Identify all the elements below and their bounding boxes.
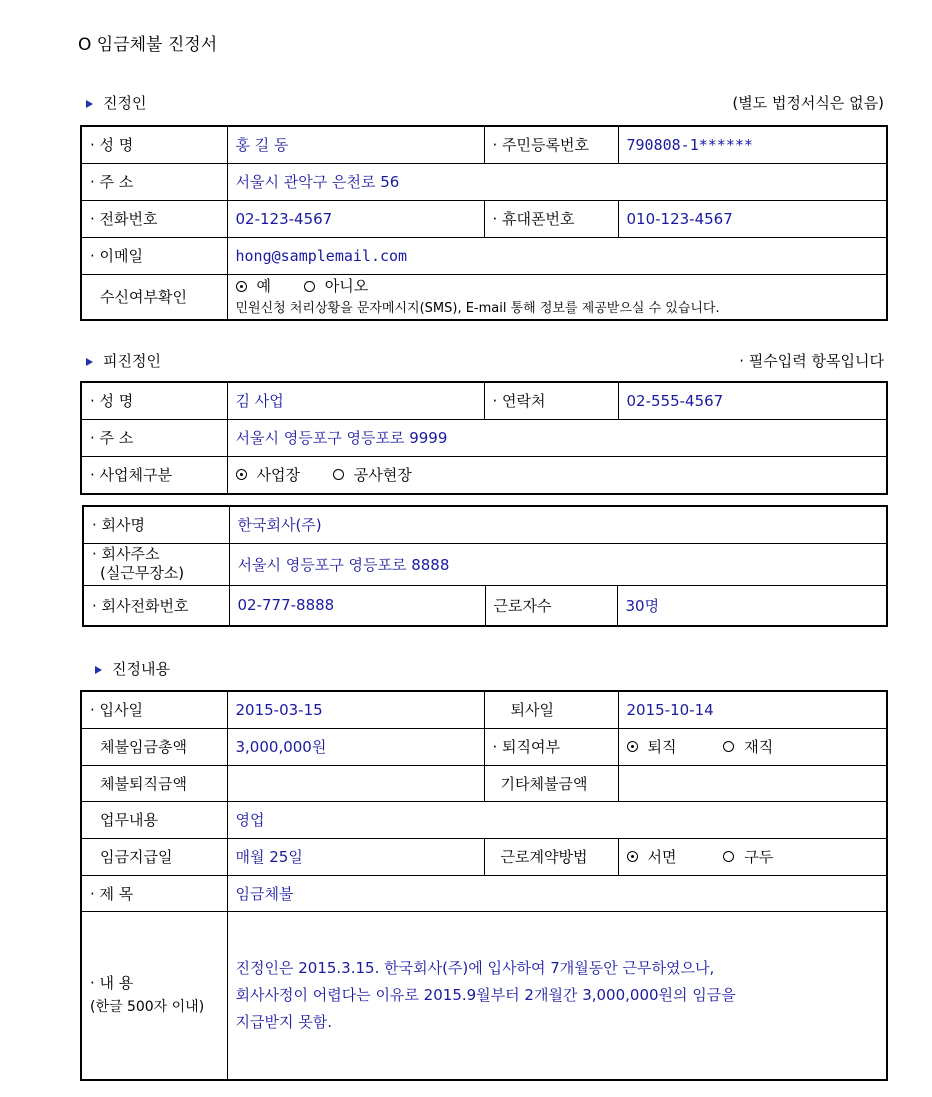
company-address-field[interactable]: 서울시 영등포구 영등포로 8888 xyxy=(229,543,887,585)
radio-empty-icon xyxy=(723,741,734,752)
respondent-address-label: · 주 소 xyxy=(81,419,227,456)
company-phone-field[interactable]: 02-777-8888 xyxy=(229,585,485,626)
radio-empty-icon xyxy=(333,469,344,480)
triangle-bullet-icon xyxy=(86,100,93,108)
address-label: · 주 소 xyxy=(81,163,227,200)
page-title: O 임금체불 진정서 xyxy=(78,35,218,55)
required-note: · 필수입력 항목입니다 xyxy=(739,352,884,370)
subject-label: · 제 목 xyxy=(81,875,227,911)
email-label: · 이메일 xyxy=(81,237,227,274)
phone-field[interactable]: 02-123-4567 xyxy=(227,200,484,237)
retired-cell xyxy=(618,728,887,765)
company-phone-label: · 회사전화번호 xyxy=(83,585,229,626)
radio-selected-icon xyxy=(627,851,638,862)
rrn-label: · 주민등록번호 xyxy=(484,126,618,163)
other-unpaid-field[interactable] xyxy=(618,765,887,801)
details-table xyxy=(80,690,888,1081)
contract-option-verbal[interactable]: 구두 xyxy=(723,846,773,867)
retired-label: · 퇴직여부 xyxy=(484,728,618,765)
leave-date-label: 퇴사일 xyxy=(484,691,618,728)
hire-date-label: · 입사일 xyxy=(81,691,227,728)
triangle-bullet-icon xyxy=(95,666,102,674)
content-field[interactable]: 진정인은 2015.3.15. 한국회사(주)에 입사하여 7개월동안 근무하였으나, 회사사정이 어렵다는 이유로 2015.9월부터 2개월간 3,000,000원의 임금을 지급받지 못함. xyxy=(227,911,887,1080)
company-name-field[interactable]: 한국회사(주) xyxy=(229,506,887,543)
mobile-field[interactable]: 010-123-4567 xyxy=(618,200,887,237)
receive-option-yes[interactable]: 예 xyxy=(236,276,272,297)
respondent-contact-label: · 연락처 xyxy=(484,382,618,419)
payday-label: 임금지급일 xyxy=(81,838,227,875)
radio-selected-icon xyxy=(236,469,247,480)
retired-option-retired[interactable]: 퇴직 xyxy=(627,736,677,757)
name-label: · 성 명 xyxy=(81,126,227,163)
receive-label: 수신여부확인 xyxy=(81,274,227,320)
respondent-table xyxy=(80,381,888,495)
name-field[interactable]: 홍 길 동 xyxy=(227,126,484,163)
job-field[interactable]: 영업 xyxy=(227,801,887,838)
radio-empty-icon xyxy=(304,281,315,292)
phone-label: · 전화번호 xyxy=(81,200,227,237)
biztype-option-workplace[interactable]: 사업장 xyxy=(236,464,300,485)
radio-selected-icon xyxy=(627,741,638,752)
contract-option-written[interactable]: 서면 xyxy=(627,846,677,867)
respondent-address-field[interactable]: 서울시 영등포구 영등포로 9999 xyxy=(227,419,887,456)
job-label: 업무내용 xyxy=(81,801,227,838)
no-legal-form-note: (별도 법정서식은 없음) xyxy=(732,94,884,112)
triangle-bullet-icon xyxy=(86,358,93,366)
subject-field[interactable]: 임금체불 xyxy=(227,875,887,911)
respondent-contact-field[interactable]: 02-555-4567 xyxy=(618,382,887,419)
section-label: 진정인 xyxy=(103,94,147,112)
section-header-details xyxy=(95,658,170,679)
respondent-name-field[interactable]: 김 사업 xyxy=(227,382,484,419)
rrn-field[interactable]: 790808-1****** xyxy=(618,126,887,163)
content-label: · 내 용 (한글 500자 이내) xyxy=(81,911,227,1080)
biztype-cell xyxy=(227,456,887,494)
retired-option-employed[interactable]: 재직 xyxy=(723,736,773,757)
address-field[interactable]: 서울시 관악구 은천로 56 xyxy=(227,163,887,200)
radio-empty-icon xyxy=(723,851,734,862)
workers-field[interactable]: 30명 xyxy=(617,585,887,626)
mobile-label: · 휴대폰번호 xyxy=(484,200,618,237)
contract-label: 근로계약방법 xyxy=(484,838,618,875)
section-label: 진정내용 xyxy=(112,660,170,678)
contract-cell xyxy=(618,838,887,875)
receive-option-no[interactable]: 아니오 xyxy=(304,276,368,297)
receive-note: 민원신청 처리상황을 문자메시지(SMS), E-mail 통해 정보를 제공받으실 수 있습니다. xyxy=(235,300,720,316)
hire-date-field[interactable]: 2015-03-15 xyxy=(227,691,484,728)
company-address-label: · 회사주소 (실근무장소) xyxy=(83,543,229,585)
unpaid-total-label: 체불임금총액 xyxy=(81,728,227,765)
company-name-label: · 회사명 xyxy=(83,506,229,543)
unpaid-total-field[interactable]: 3,000,000원 xyxy=(227,728,484,765)
section-header-respondent xyxy=(86,350,161,371)
other-unpaid-label: 기타체불금액 xyxy=(484,765,618,801)
email-field[interactable]: hong@samplemail.com xyxy=(227,237,887,274)
receive-cell xyxy=(227,274,887,320)
section-label: 피진정인 xyxy=(103,352,161,370)
workers-label: 근로자수 xyxy=(485,585,617,626)
petitioner-table xyxy=(80,125,888,321)
section-header-petitioner xyxy=(86,92,146,113)
radio-selected-icon xyxy=(236,281,247,292)
biztype-option-construction[interactable]: 공사현장 xyxy=(333,464,412,485)
biztype-label: · 사업체구분 xyxy=(81,456,227,494)
severance-label: 체불퇴직금액 xyxy=(81,765,227,801)
company-table xyxy=(82,505,888,627)
respondent-name-label: · 성 명 xyxy=(81,382,227,419)
payday-field[interactable]: 매월 25일 xyxy=(227,838,484,875)
leave-date-field[interactable]: 2015-10-14 xyxy=(618,691,887,728)
severance-field[interactable] xyxy=(227,765,484,801)
